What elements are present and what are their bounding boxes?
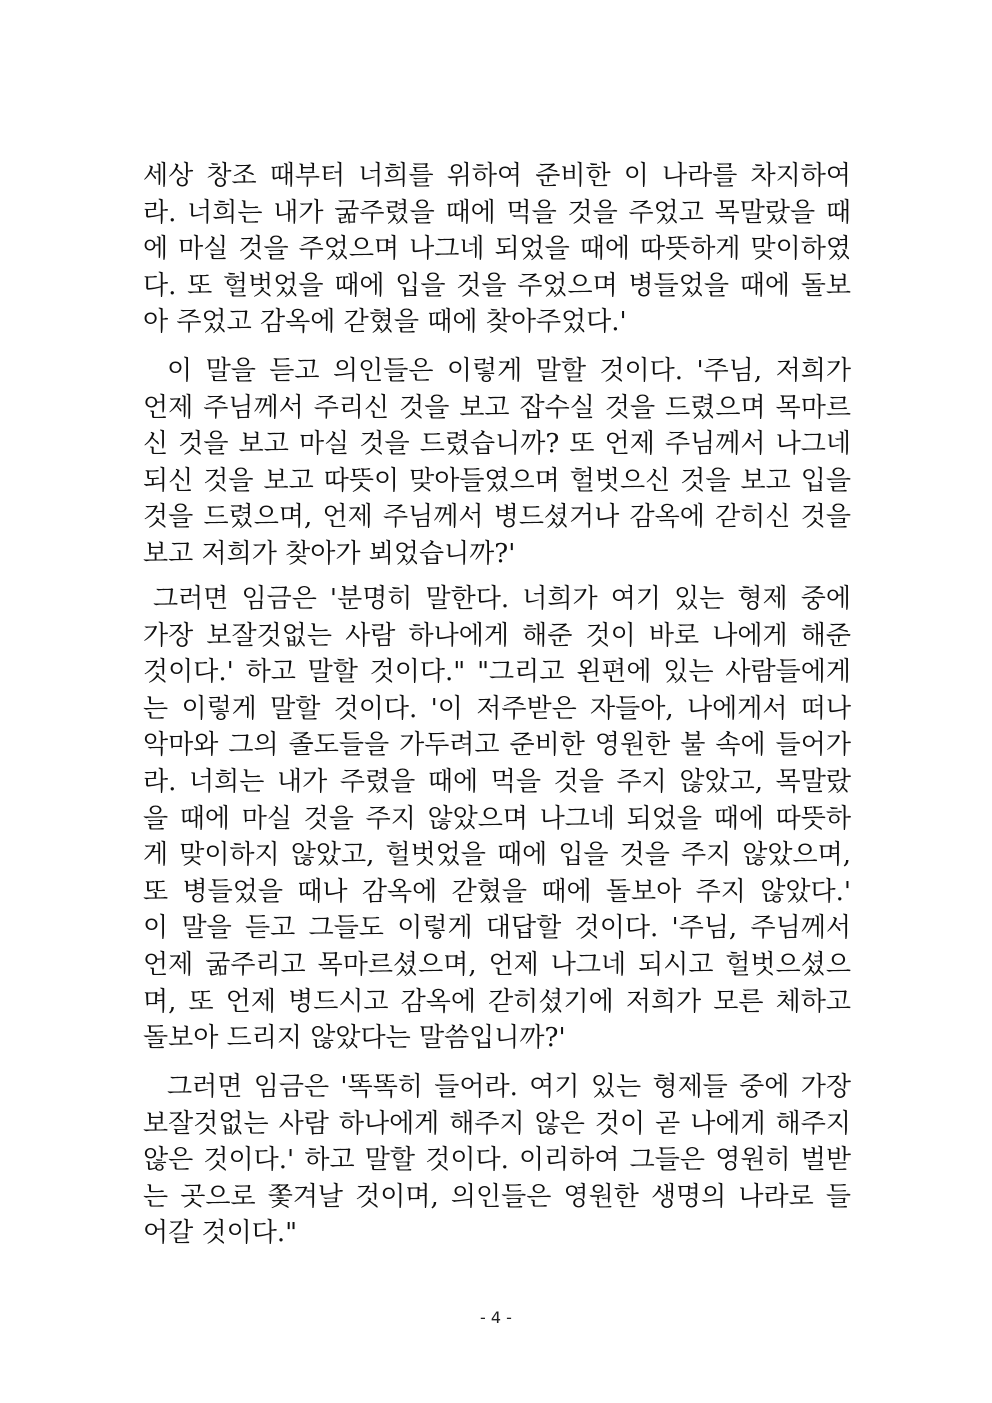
text-line: 돌보아 드리지 않았다는 말씀입니까?': [143, 1023, 566, 1054]
text-line: 보잘것없는 사람 하나에게 해주지 않은 것이 곧 나에게 해주지: [143, 1108, 851, 1139]
text-line: 라. 너희는 내가 주렸을 때에 먹을 것을 주지 않았고, 목말랐: [143, 766, 851, 797]
text-line: 는 곳으로 쫓겨날 것이며, 의인들은 영원한 생명의 나라로 들: [143, 1181, 851, 1212]
text-line: 이 말을 듣고 그들도 이렇게 대답할 것이다. '주님, 주님께서: [143, 913, 851, 944]
text-line: 아 주었고 감옥에 갇혔을 때에 찾아주었다.': [143, 307, 627, 338]
paragraph-3: [143, 581, 851, 1057]
text-line: 않은 것이다.' 하고 말할 것이다. 이리하여 그들은 영원히 벌받: [143, 1145, 851, 1176]
text-line: 어갈 것이다.": [143, 1218, 298, 1249]
text-line: 악마와 그의 졸도들을 가두려고 준비한 영원한 불 속에 들어가: [143, 730, 851, 761]
text-line: 며, 또 언제 병드시고 감옥에 갇히셨기에 저희가 모른 체하고: [143, 986, 851, 1017]
text-line: 언제 주님께서 주리신 것을 보고 잡수실 것을 드렸으며 목마르: [143, 392, 851, 423]
paragraph-4: [143, 1069, 851, 1252]
paragraph-2: [143, 353, 851, 573]
text-line: 가장 보잘것없는 사람 하나에게 해준 것이 바로 나에게 해준: [143, 620, 851, 651]
text-line: 는 이렇게 말할 것이다. '이 저주받은 자들아, 나에게서 떠나: [143, 693, 851, 724]
text-line: 보고 저희가 찾아가 뵈었습니까?': [143, 538, 516, 569]
text-line: 다. 또 헐벗었을 때에 입을 것을 주었으며 병들었을 때에 돌보: [143, 270, 851, 301]
text-line: 라. 너희는 내가 굶주렸을 때에 먹을 것을 주었고 목말랐을 때: [143, 197, 851, 228]
text-line: 것이다.' 하고 말할 것이다." "그리고 왼편에 있는 사람들에게: [143, 657, 851, 688]
page-number: - 4 -: [480, 1308, 512, 1327]
text-line: 을 때에 마실 것을 주지 않았으며 나그네 되었을 때에 따뜻하: [143, 803, 851, 834]
text-line: 언제 굶주리고 목마르셨으며, 언제 나그네 되시고 헐벗으셨으: [143, 949, 851, 980]
text-line: 그러면 임금은 '똑똑히 들어라. 여기 있는 형제들 중에 가장: [167, 1072, 851, 1102]
text-line: 그러면 임금은 '분명히 말한다. 너희가 여기 있는 형제 중에: [153, 584, 851, 614]
text-line: 또 병들었을 때나 감옥에 갇혔을 때에 돌보아 주지 않았다.': [143, 876, 851, 907]
text-line: 게 맞이하지 않았고, 헐벗었을 때에 입을 것을 주지 않았으며,: [143, 840, 851, 871]
text-line: 세상 창조 때부터 너희를 위하여 준비한 이 나라를 차지하여: [143, 161, 851, 191]
text-line: 에 마실 것을 주었으며 나그네 되었을 때에 따뜻하게 맞이하였: [143, 234, 851, 265]
text-line: 것을 드렸으며, 언제 주님께서 병드셨거나 감옥에 갇히신 것을: [143, 502, 851, 533]
text-line: 신 것을 보고 마실 것을 드렸습니까? 또 언제 주님께서 나그네: [143, 429, 851, 460]
paragraph-1: [143, 158, 851, 341]
text-line: 이 말을 듣고 의인들은 이렇게 말할 것이다. '주님, 저희가: [167, 356, 851, 386]
text-line: 되신 것을 보고 따뜻이 맞아들였으며 헐벗으신 것을 보고 입을: [143, 465, 851, 496]
